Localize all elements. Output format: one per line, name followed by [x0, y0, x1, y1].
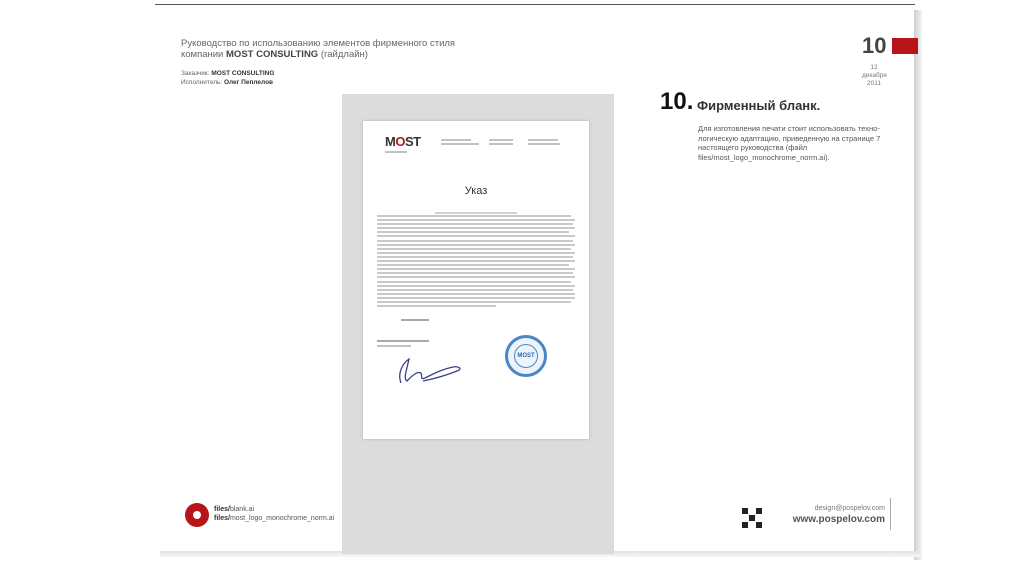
- document-subtitle: [435, 212, 517, 214]
- file-prefix: files/: [214, 515, 230, 522]
- logo-tagline: [385, 151, 407, 153]
- logo-st: ST: [404, 134, 421, 149]
- section-number: 10.: [660, 88, 694, 115]
- text-line: [377, 293, 575, 295]
- company-stamp: [505, 335, 547, 377]
- section-description: Для изготовления печати стоит использовать техно-логическую адаптацию, приведенную на странице 7 настоящего руководства (файл files/most_logo_monochrome_norm.ai).: [698, 124, 881, 162]
- executor-label: Исполнитель:: [181, 79, 225, 86]
- footer-website[interactable]: www.pospelov.com: [792, 514, 885, 525]
- page-number-red-tab: [892, 38, 918, 54]
- disc-icon: [185, 503, 209, 527]
- date-line: [401, 319, 429, 321]
- title-suffix: (гайдлайн): [318, 49, 368, 60]
- document-title: Указ: [464, 185, 488, 197]
- pospelov-logo-icon: [742, 508, 762, 528]
- text-line: [377, 248, 571, 250]
- file-item-blank[interactable]: [214, 505, 334, 514]
- executor-value: Олег Пеплелов: [224, 79, 274, 86]
- text-line: [377, 285, 575, 287]
- text-line: [377, 244, 575, 246]
- date-day-month: 12 декабря: [862, 64, 887, 79]
- text-line: [377, 297, 575, 299]
- footer-divider: [890, 498, 891, 530]
- text-line: [377, 219, 575, 221]
- date-year: 2011: [867, 80, 881, 87]
- text-line: [377, 256, 573, 258]
- footer-email[interactable]: design@pospelov.com: [814, 505, 885, 512]
- client-info: [181, 69, 274, 87]
- text-line: [377, 223, 573, 225]
- phone-line: [489, 139, 513, 141]
- text-line: [377, 252, 575, 254]
- text-line: [377, 276, 575, 278]
- files-list: [214, 505, 334, 523]
- disc-hole: [193, 511, 201, 519]
- page-edge-shadow: [914, 10, 922, 560]
- company-name: MOST CONSULTING: [226, 49, 319, 60]
- signer-position: [377, 345, 411, 347]
- text-line: [377, 260, 575, 262]
- page-number: 10: [862, 33, 887, 58]
- file-prefix: files/: [214, 506, 230, 513]
- client-line: [181, 69, 274, 78]
- executor-line: [181, 78, 274, 87]
- email-line: [528, 139, 558, 141]
- text-line: [377, 281, 571, 283]
- guide-title-line2: [181, 49, 461, 60]
- email-line: [528, 143, 560, 145]
- logo-m: M: [385, 134, 396, 149]
- letterhead-sheet: [363, 121, 589, 439]
- address-line: [441, 143, 479, 145]
- client-value: MOST CONSULTING: [211, 70, 275, 77]
- text-line: [377, 227, 575, 229]
- address-line: [441, 139, 471, 141]
- text-line: [377, 240, 573, 242]
- file-name: blank.ai: [229, 506, 255, 513]
- file-name: most_logo_monochrome_norm.ai: [229, 515, 335, 522]
- text-line: [377, 268, 575, 270]
- logo-o: O: [395, 134, 405, 149]
- signer-name: [377, 340, 429, 342]
- text-line: [377, 235, 575, 237]
- body-text: [377, 215, 575, 309]
- stamp-label: MOST: [514, 344, 538, 368]
- page-date: [862, 64, 886, 88]
- title-prefix: компании: [181, 49, 227, 60]
- signature: [393, 353, 473, 387]
- text-line: [377, 215, 571, 217]
- text-line: [377, 289, 573, 291]
- text-line: [377, 264, 569, 266]
- section-title: Фирменный бланк.: [697, 98, 821, 113]
- text-line: [377, 305, 496, 307]
- guide-title-line1: Руководство по использованию элементов фирменного стиля: [181, 38, 456, 49]
- file-item-logo[interactable]: [214, 514, 334, 523]
- phone-line: [489, 143, 513, 145]
- text-line: [377, 231, 569, 233]
- most-logo: [385, 134, 421, 149]
- guide-title: [181, 38, 461, 60]
- text-line: [377, 272, 573, 274]
- top-rule: [155, 4, 915, 5]
- client-label: Заказчик:: [181, 70, 212, 77]
- text-line: [377, 301, 571, 303]
